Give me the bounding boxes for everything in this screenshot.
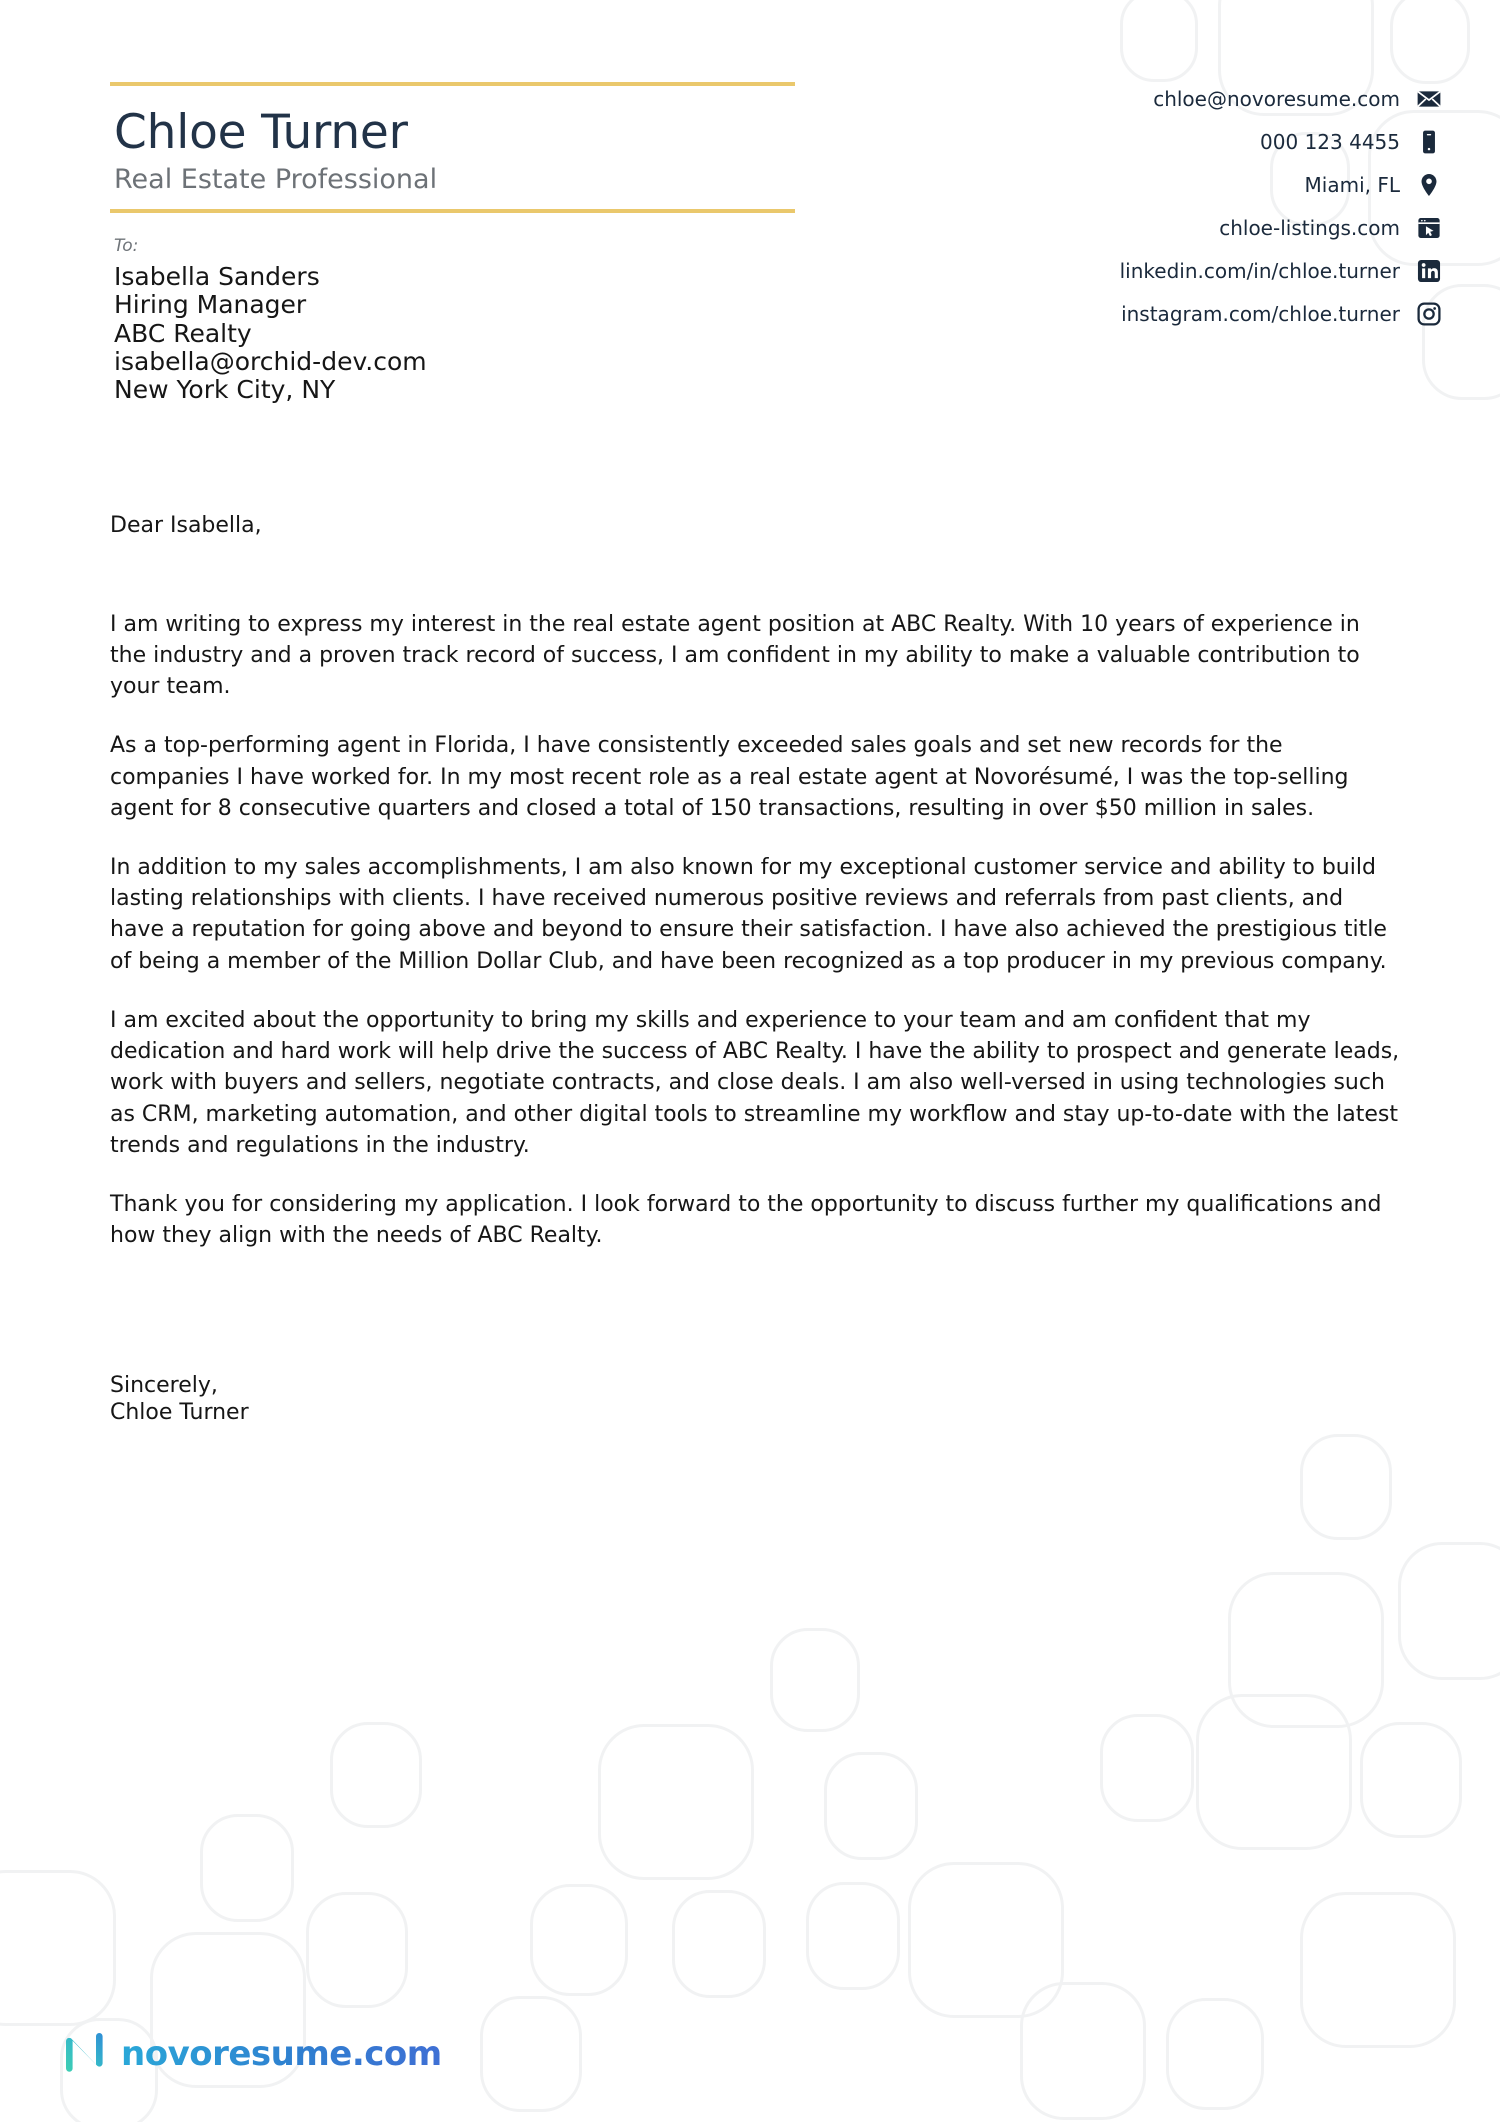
recipient-company: ABC Realty: [114, 318, 252, 348]
location-pin-icon: [1416, 172, 1442, 198]
contact-row-website[interactable]: [1219, 215, 1442, 241]
closing-line: Sincerely,: [110, 1372, 218, 1398]
letter-body: [110, 512, 1402, 1427]
contact-row-linkedin[interactable]: [1120, 258, 1442, 284]
contact-phone-text: 000 123 4455: [1260, 130, 1400, 154]
body-paragraph: Thank you for considering my application. I look forward to the opportunity to discuss further my qualifications and how they align with the needs of ABC Realty.: [110, 1192, 1382, 1249]
phone-icon: [1416, 129, 1442, 155]
novoresume-logo[interactable]: [62, 2030, 442, 2078]
instagram-icon: [1416, 301, 1442, 327]
signature-name: Chloe Turner: [110, 1400, 249, 1426]
contact-row-location[interactable]: [1305, 172, 1442, 198]
contact-row-phone[interactable]: [1260, 129, 1442, 155]
body-paragraph: I am writing to express my interest in the real estate agent position at ABC Realty. With 10 years of experience in the industry and a proven track record of success, I am confident in my ability to make a valuable contribution to your team.: [110, 611, 1360, 700]
linkedin-icon: [1416, 258, 1442, 284]
novoresume-n-mark-icon: [62, 2030, 108, 2078]
contact-email-text: chloe@novoresume.com: [1153, 87, 1400, 111]
job-title: Real Estate Professional: [114, 164, 438, 196]
contact-row-email[interactable]: [1153, 86, 1442, 112]
body-paragraph: As a top-performing agent in Florida, I have consistently exceeded sales goals and set new records for the companies I have worked for. In my most recent role as a real estate agent at Novorésumé, I was the top-selling agent for 8 consecutive quarters and closed a total of 150 transactions, resulting in over $50 million in sales.: [110, 733, 1349, 821]
novoresume-logo-text: novoresume.com: [121, 2034, 442, 2074]
to-label: To:: [114, 236, 139, 256]
body-paragraph: In addition to my sales accomplishments, I am also known for my exceptional customer service and ability to build lasting relationships with clients. I have received numerous positive reviews and referrals from past clients, and have a reputation for going above and beyond to ensure their satisfaction. I have also achieved the prestigious title of being a member of the Million Dollar Club, and have been recognized as a top producer in my previous company.: [110, 855, 1387, 974]
contact-row-instagram[interactable]: [1121, 301, 1442, 327]
letter-header: [110, 82, 795, 213]
body-paragraph: I am excited about the opportunity to bring my skills and experience to your team and am confident that my dedication and hard work will help drive the success of ABC Realty. I have the ability to prospect and generate leads, work with buyers and sellers, negotiate contracts, and close deals. I am also well-versed in using technologies such as CRM, marketing automation, and other digital tools to streamline my workflow and stay up-to-date with the latest trends and regulations in the industry.: [110, 1007, 1400, 1158]
salutation: Dear Isabella,: [110, 513, 262, 538]
watermark-bottom-cluster: [0, 1422, 1500, 2122]
signature-block: [110, 1372, 1402, 1427]
identity-block: [110, 86, 795, 209]
header-rule-bottom: [110, 209, 795, 213]
contact-website-text: chloe-listings.com: [1219, 216, 1400, 240]
envelope-icon: [1416, 86, 1442, 112]
recipient-name: Isabella Sanders: [114, 262, 320, 291]
contact-list: [1120, 86, 1442, 327]
page-title: Chloe Turner: [114, 105, 408, 160]
contact-location-text: Miami, FL: [1304, 173, 1400, 197]
recipient-location: New York City, NY: [114, 375, 336, 404]
recipient-role: Hiring Manager: [114, 290, 307, 320]
recipient-email: isabella@orchid-dev.com: [114, 346, 427, 376]
contact-instagram-text: instagram.com/chloe.turner: [1121, 302, 1400, 326]
recipient-block: [114, 236, 427, 404]
website-icon: [1416, 215, 1442, 241]
contact-linkedin-text: linkedin.com/in/chloe.turner: [1119, 259, 1400, 283]
